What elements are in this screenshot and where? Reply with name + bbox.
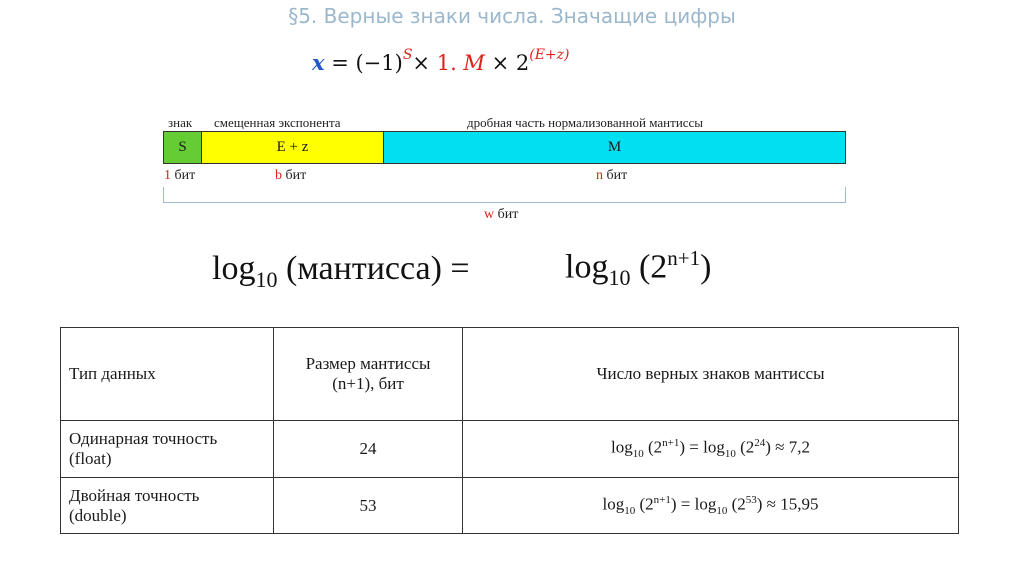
exponent-width-label: b бит [275, 168, 307, 183]
formula-eq: = (−1) [324, 51, 403, 75]
header-sign: знак [168, 115, 193, 130]
formula-s-exp: 𝑆 [402, 47, 413, 63]
cell-type: Двойная точность (double) [61, 478, 274, 534]
header-mantissa-size: Размер мантиссы (n+1), бит [274, 328, 463, 421]
total-width-label: w бит [484, 207, 519, 222]
total-width-brace [163, 187, 846, 203]
formula-exp: (𝐸+𝑧) [529, 47, 570, 63]
log-mantissa-formula-right: $\log_{10} (2^{n+1})$ [565, 246, 712, 291]
sign-width-label: 1 бит [164, 168, 196, 183]
cell-type: Одинарная точность (float) [61, 421, 274, 478]
float-representation-formula [312, 47, 570, 75]
header-data-type: Тип данных [61, 328, 274, 421]
mantissa-width-label: n бит [596, 168, 628, 183]
cell-size: 53 [274, 478, 463, 534]
sign-field: S [164, 132, 202, 163]
header-significant-digits: Число верных знаков мантиссы [463, 328, 959, 421]
slide-title: §5. Верные знаки числа. Значащие цифры [288, 4, 736, 28]
table-header-row [61, 328, 959, 421]
log-mantissa-formula-left: $\log_{10}$ (мантисса) = [212, 250, 470, 292]
header-exponent: смещенная экспонента [214, 115, 341, 130]
cell-size: 24 [274, 421, 463, 478]
header-mantissa: дробная часть нормализованной мантиссы [467, 115, 704, 130]
cell-digits: $\log_{10} (2^{n+1}) = \log_{10} (2^{53}) \approx 15,95$ [463, 478, 959, 534]
formula-times1: × [412, 51, 437, 75]
formula-times2: × 2 [484, 51, 530, 75]
exponent-field: E + z [202, 132, 384, 163]
formula-m: 𝑀 [463, 51, 485, 75]
table-row [61, 421, 959, 478]
table-row [61, 478, 959, 534]
bit-field-diagram [163, 131, 846, 164]
cell-digits: $\log_{10} (2^{n+1}) = \log_{10} (2^{24}) \approx 7,2$ [463, 421, 959, 478]
mantissa-field: M [384, 132, 845, 163]
formula-x: 𝒙 [312, 50, 325, 75]
precision-table [60, 327, 959, 534]
formula-one: 1. [436, 51, 464, 75]
